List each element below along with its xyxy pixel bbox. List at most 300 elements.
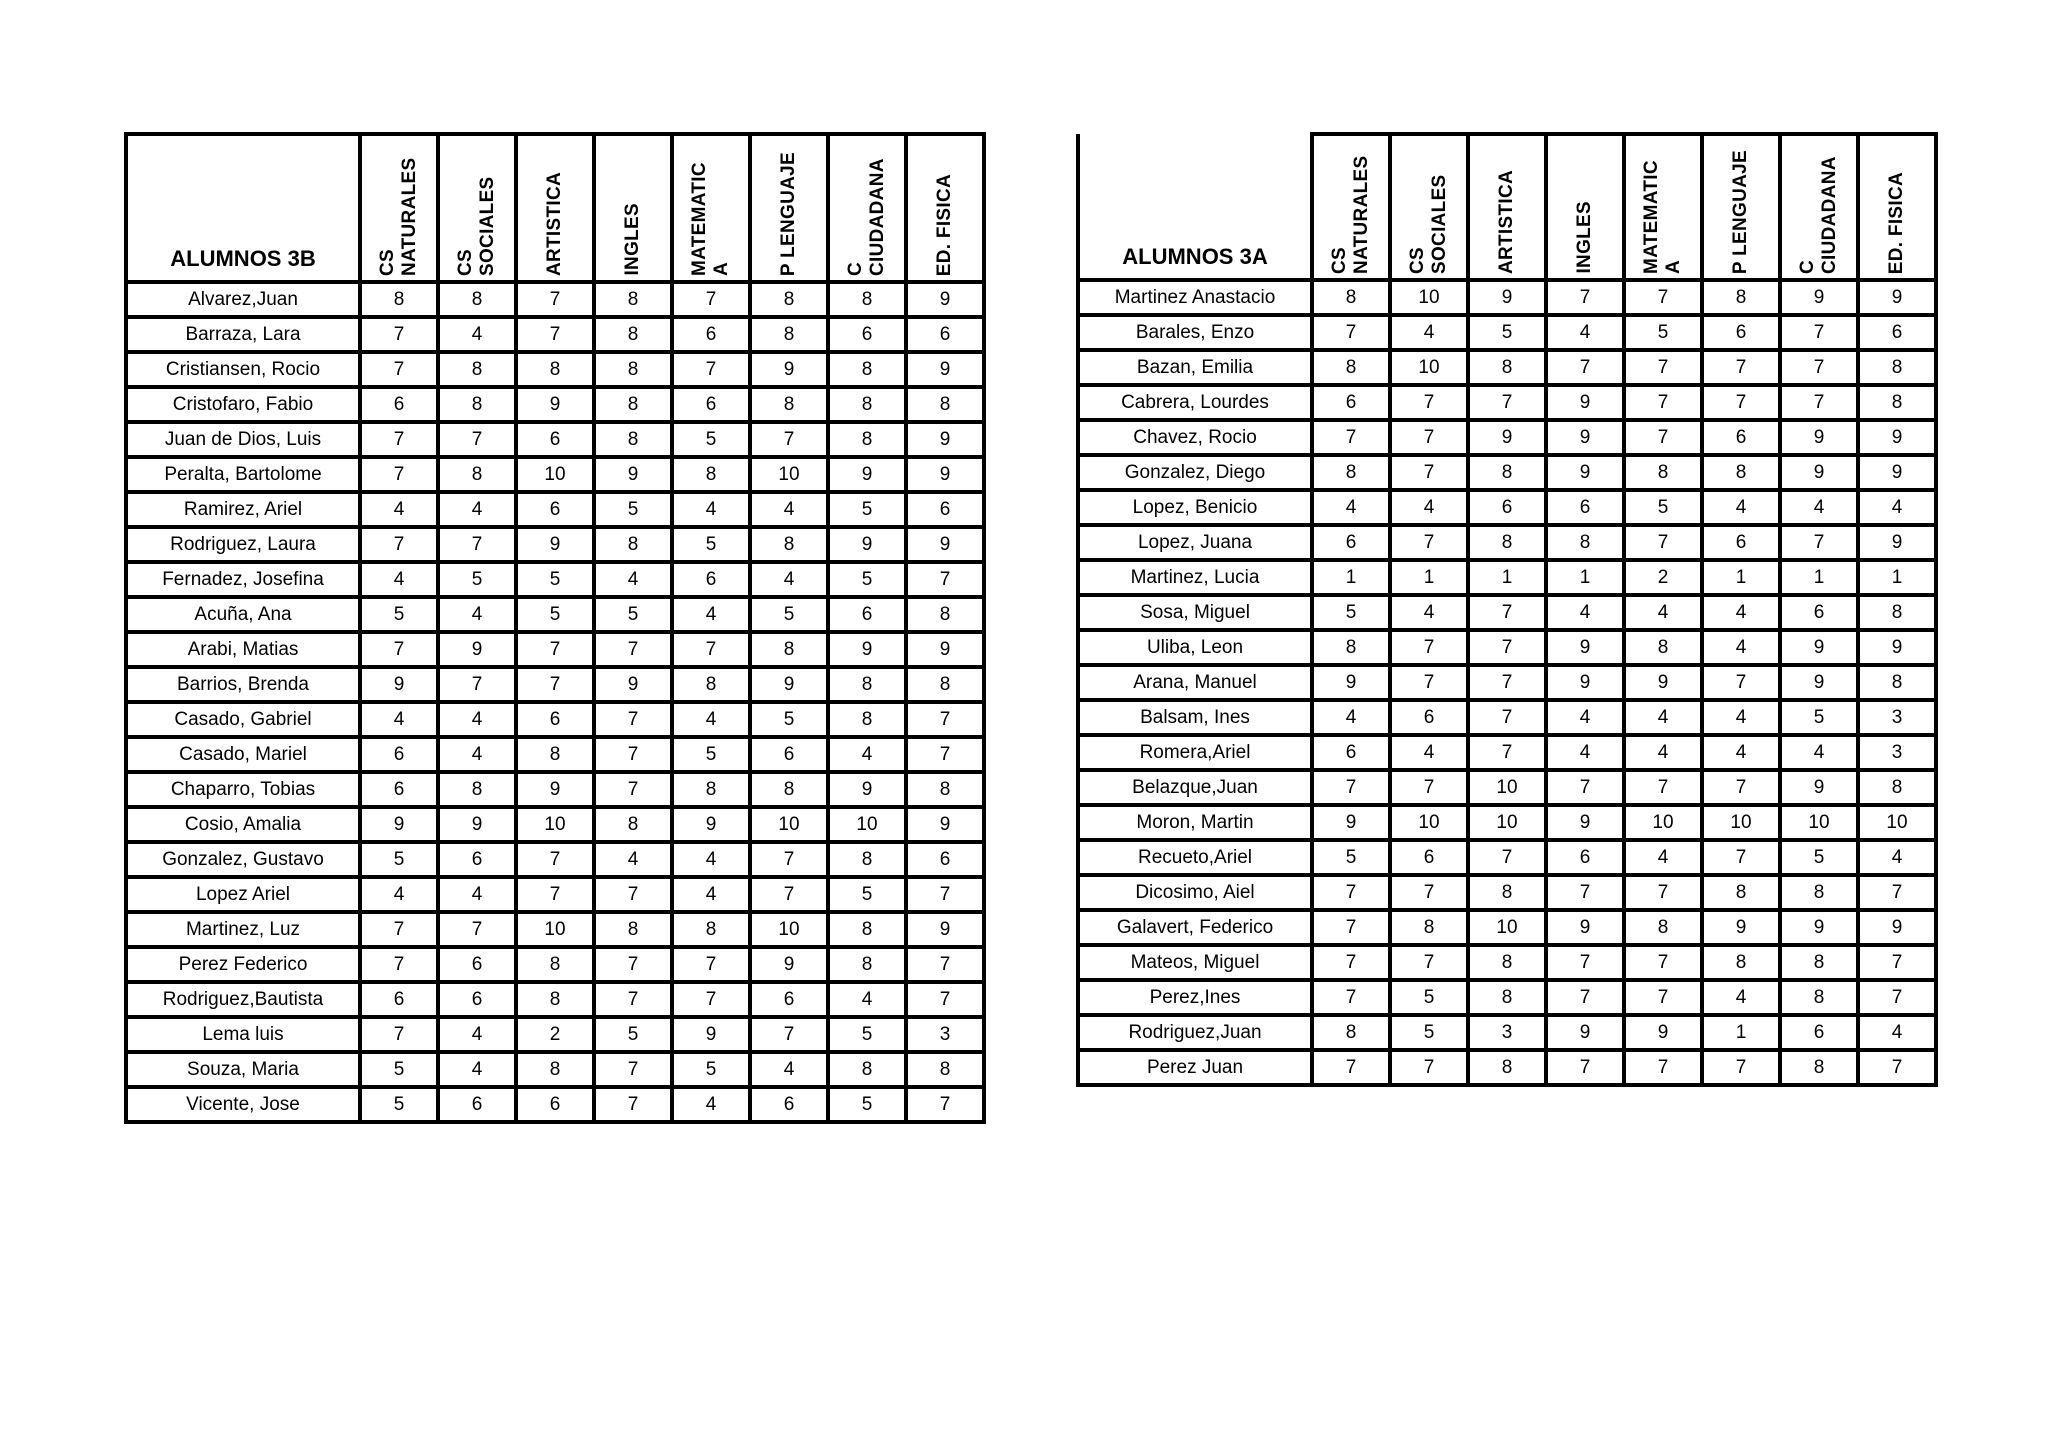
grade-cell: 10	[1390, 280, 1468, 315]
grade-cell: 7	[1312, 980, 1390, 1015]
grade-cell: 7	[1312, 770, 1390, 805]
grade-cell: 7	[1390, 1050, 1468, 1085]
grade-cell: 10	[750, 912, 828, 947]
table-row	[126, 772, 984, 807]
table-row	[1078, 735, 1936, 770]
grade-cell: 6	[672, 387, 750, 422]
grade-cell: 9	[1468, 420, 1546, 455]
grade-cell: 7	[438, 422, 516, 457]
grade-cell: 4	[1702, 595, 1780, 630]
grade-cell: 4	[438, 317, 516, 352]
grade-cell: 7	[672, 982, 750, 1017]
grade-cell: 8	[828, 1052, 906, 1087]
grade-cell: 4	[672, 842, 750, 877]
student-name: Lopez, Juana	[1078, 525, 1312, 560]
grade-cell: 4	[1624, 700, 1702, 735]
grade-cell: 7	[672, 947, 750, 982]
grade-cell: 8	[438, 352, 516, 387]
grade-cell: 6	[438, 842, 516, 877]
grade-cell: 9	[1780, 630, 1858, 665]
grade-cell: 7	[1312, 420, 1390, 455]
grade-cell: 7	[594, 1052, 672, 1087]
grade-cell: 9	[1780, 910, 1858, 945]
subject-header: INGLES	[594, 134, 672, 282]
grade-cell: 9	[750, 352, 828, 387]
grade-cell: 7	[1468, 385, 1546, 420]
grade-cell: 5	[672, 1052, 750, 1087]
grade-cell: 8	[1390, 910, 1468, 945]
table-row	[126, 597, 984, 632]
grade-cell: 8	[516, 352, 594, 387]
grade-cell: 8	[1702, 280, 1780, 315]
grade-cell: 5	[750, 702, 828, 737]
student-name: Sosa, Miguel	[1078, 595, 1312, 630]
grade-cell: 4	[1546, 315, 1624, 350]
grade-cell: 6	[828, 317, 906, 352]
grade-cell: 4	[672, 597, 750, 632]
grade-cell: 4	[1624, 595, 1702, 630]
table-row	[126, 282, 984, 317]
table-row	[1078, 350, 1936, 385]
grade-cell: 9	[1624, 1015, 1702, 1050]
student-name: Martinez, Luz	[126, 912, 360, 947]
table-row	[1078, 840, 1936, 875]
grade-cell: 10	[1624, 805, 1702, 840]
grade-cell: 7	[516, 317, 594, 352]
grade-cell: 7	[750, 842, 828, 877]
grade-cell: 7	[1624, 350, 1702, 385]
grade-cell: 9	[828, 632, 906, 667]
grade-cell: 4	[438, 492, 516, 527]
grade-cell: 6	[1546, 490, 1624, 525]
grade-cell: 8	[828, 282, 906, 317]
grade-cell: 6	[1702, 525, 1780, 560]
grade-cell: 5	[1624, 315, 1702, 350]
grade-cell: 8	[750, 632, 828, 667]
grade-cell: 7	[1390, 770, 1468, 805]
student-name: Acuña, Ana	[126, 597, 360, 632]
grade-cell: 8	[360, 282, 438, 317]
grade-cell: 4	[438, 877, 516, 912]
grade-cell: 5	[516, 562, 594, 597]
subject-header: ED. FISICA	[1858, 134, 1936, 280]
grade-cell: 8	[1702, 945, 1780, 980]
grade-cell: 4	[1702, 490, 1780, 525]
student-name: Martinez Anastacio	[1078, 280, 1312, 315]
grade-cell: 8	[594, 527, 672, 562]
grade-cell: 7	[906, 737, 984, 772]
grade-cell: 8	[828, 352, 906, 387]
grade-cell: 1	[1468, 560, 1546, 595]
grade-cell: 7	[1312, 945, 1390, 980]
subject-header: CS NATURALES	[1312, 134, 1390, 280]
grade-cell: 8	[1624, 910, 1702, 945]
grade-cell: 7	[750, 877, 828, 912]
grade-cell: 8	[1702, 455, 1780, 490]
grade-cell: 9	[1858, 420, 1936, 455]
grade-cell: 5	[438, 562, 516, 597]
grade-cell: 5	[828, 1017, 906, 1052]
grade-cell: 8	[438, 772, 516, 807]
grade-cell: 7	[1702, 1050, 1780, 1085]
grade-cell: 8	[672, 772, 750, 807]
grade-cell: 4	[750, 562, 828, 597]
subject-header: ED. FISICA	[906, 134, 984, 282]
grade-cell: 4	[594, 842, 672, 877]
grade-cell: 9	[672, 807, 750, 842]
grade-cell: 5	[360, 842, 438, 877]
grade-cell: 7	[1858, 980, 1936, 1015]
grade-cell: 7	[1390, 525, 1468, 560]
grade-cell: 4	[1390, 735, 1468, 770]
grade-cell: 7	[1702, 770, 1780, 805]
grade-cell: 1	[1312, 560, 1390, 595]
table-title: ALUMNOS 3A	[1078, 134, 1312, 280]
grade-cell: 6	[1390, 700, 1468, 735]
subject-header: INGLES	[1546, 134, 1624, 280]
student-name: Cristofaro, Fabio	[126, 387, 360, 422]
student-name: Arabi, Matias	[126, 632, 360, 667]
grade-cell: 8	[1312, 455, 1390, 490]
grade-cell: 10	[1390, 350, 1468, 385]
grade-cell: 7	[906, 702, 984, 737]
grade-cell: 7	[1624, 385, 1702, 420]
grade-cell: 7	[1780, 525, 1858, 560]
table-row	[1078, 980, 1936, 1015]
grade-cell: 8	[594, 387, 672, 422]
table-row	[1078, 525, 1936, 560]
grade-cell: 9	[438, 807, 516, 842]
table-row	[126, 317, 984, 352]
grade-cell: 8	[1780, 875, 1858, 910]
grade-cell: 9	[906, 457, 984, 492]
grade-cell: 7	[516, 282, 594, 317]
student-name: Moron, Martin	[1078, 805, 1312, 840]
grade-cell: 5	[672, 527, 750, 562]
grade-cell: 5	[1390, 1015, 1468, 1050]
grade-cell: 9	[1858, 630, 1936, 665]
grade-cell: 8	[516, 737, 594, 772]
grade-cell: 9	[1546, 420, 1624, 455]
grade-cell: 5	[1780, 840, 1858, 875]
grade-cell: 6	[1858, 315, 1936, 350]
header-row	[126, 134, 984, 282]
grade-cell: 10	[1780, 805, 1858, 840]
grade-cell: 7	[1624, 770, 1702, 805]
grade-cell: 9	[1468, 280, 1546, 315]
table-row	[1078, 1015, 1936, 1050]
grade-cell: 7	[1312, 1050, 1390, 1085]
grade-cell: 7	[594, 702, 672, 737]
grade-cell: 10	[1468, 910, 1546, 945]
grade-cell: 5	[1624, 490, 1702, 525]
grade-cell: 7	[1702, 350, 1780, 385]
grade-cell: 4	[1390, 315, 1468, 350]
grade-cell: 8	[1468, 945, 1546, 980]
grade-cell: 7	[516, 842, 594, 877]
grade-cell: 9	[1780, 420, 1858, 455]
grade-cell: 7	[1624, 945, 1702, 980]
grade-cell: 7	[360, 352, 438, 387]
grade-cell: 3	[1468, 1015, 1546, 1050]
grade-cell: 6	[516, 1087, 594, 1122]
grade-cell: 4	[750, 492, 828, 527]
grade-cell: 9	[594, 667, 672, 702]
grade-cell: 8	[594, 807, 672, 842]
grade-cell: 8	[906, 597, 984, 632]
grade-cell: 9	[1858, 525, 1936, 560]
grade-cell: 4	[1702, 630, 1780, 665]
grade-cell: 1	[1702, 560, 1780, 595]
student-name: Cosio, Amalia	[126, 807, 360, 842]
grade-cell: 9	[1858, 910, 1936, 945]
grade-cell: 8	[750, 317, 828, 352]
student-name: Alvarez,Juan	[126, 282, 360, 317]
table-row	[126, 982, 984, 1017]
grade-cell: 1	[1780, 560, 1858, 595]
table-row	[1078, 595, 1936, 630]
grade-cell: 8	[438, 387, 516, 422]
grade-cell: 5	[1312, 840, 1390, 875]
student-name: Barales, Enzo	[1078, 315, 1312, 350]
grade-cell: 9	[360, 667, 438, 702]
grade-cell: 10	[516, 457, 594, 492]
grade-cell: 8	[828, 422, 906, 457]
table-row	[1078, 700, 1936, 735]
grade-cell: 4	[1780, 490, 1858, 525]
grade-cell: 8	[516, 1052, 594, 1087]
grade-cell: 8	[828, 912, 906, 947]
student-name: Rodriguez,Juan	[1078, 1015, 1312, 1050]
grade-cell: 6	[1702, 315, 1780, 350]
grade-cell: 7	[594, 737, 672, 772]
grade-cell: 8	[1624, 630, 1702, 665]
grade-cell: 6	[516, 702, 594, 737]
table-row	[126, 702, 984, 737]
grade-cell: 8	[1780, 945, 1858, 980]
grade-cell: 8	[750, 772, 828, 807]
grade-cell: 8	[1780, 1050, 1858, 1085]
grade-cell: 4	[1858, 490, 1936, 525]
table-row	[1078, 805, 1936, 840]
table-row	[126, 387, 984, 422]
table-row	[126, 1052, 984, 1087]
table-row	[1078, 875, 1936, 910]
table-row	[126, 737, 984, 772]
table-row	[1078, 770, 1936, 805]
grade-cell: 8	[672, 457, 750, 492]
grade-cell: 7	[672, 632, 750, 667]
grade-cell: 7	[1858, 875, 1936, 910]
grade-cell: 4	[672, 1087, 750, 1122]
grade-cell: 5	[516, 597, 594, 632]
grade-cell: 4	[1390, 595, 1468, 630]
grade-cell: 8	[516, 982, 594, 1017]
grade-cell: 5	[1390, 980, 1468, 1015]
grade-cell: 6	[1390, 840, 1468, 875]
student-name: Bazan, Emilia	[1078, 350, 1312, 385]
grade-cell: 5	[594, 1017, 672, 1052]
grade-cell: 9	[1780, 665, 1858, 700]
grade-cell: 8	[672, 667, 750, 702]
subject-header: C CIUDADANA	[828, 134, 906, 282]
grade-cell: 10	[1468, 770, 1546, 805]
grade-cell: 7	[672, 282, 750, 317]
grade-cell: 5	[1468, 315, 1546, 350]
grade-cell: 9	[906, 632, 984, 667]
grade-cell: 7	[360, 457, 438, 492]
grade-cell: 7	[1702, 385, 1780, 420]
table-row	[1078, 455, 1936, 490]
grade-cell: 7	[438, 527, 516, 562]
grade-cell: 4	[1546, 735, 1624, 770]
grade-cell: 4	[594, 562, 672, 597]
student-name: Lopez, Benicio	[1078, 490, 1312, 525]
grade-cell: 9	[1780, 280, 1858, 315]
grade-cell: 9	[438, 632, 516, 667]
table-row	[126, 632, 984, 667]
grade-cell: 8	[1468, 455, 1546, 490]
grade-cell: 4	[360, 492, 438, 527]
student-name: Cristiansen, Rocio	[126, 352, 360, 387]
grade-cell: 8	[1546, 525, 1624, 560]
grade-cell: 4	[672, 702, 750, 737]
grade-cell: 7	[1546, 875, 1624, 910]
grade-cell: 4	[360, 877, 438, 912]
table-row	[126, 842, 984, 877]
subject-header: P LENGUAJE	[750, 134, 828, 282]
grade-cell: 7	[906, 877, 984, 912]
table-row	[126, 912, 984, 947]
grade-cell: 4	[438, 1052, 516, 1087]
grade-cell: 7	[1624, 420, 1702, 455]
grade-cell: 7	[750, 1017, 828, 1052]
grade-cell: 4	[1702, 980, 1780, 1015]
grade-cell: 1	[1390, 560, 1468, 595]
grade-cell: 6	[906, 317, 984, 352]
grade-cell: 7	[594, 982, 672, 1017]
grade-cell: 7	[360, 422, 438, 457]
grade-cell: 4	[1312, 490, 1390, 525]
grade-cell: 7	[1390, 630, 1468, 665]
grade-cell: 9	[1312, 665, 1390, 700]
grade-cell: 1	[1702, 1015, 1780, 1050]
grades-table-3a	[1076, 132, 1938, 1087]
table-row	[1078, 1050, 1936, 1085]
grade-cell: 8	[1468, 875, 1546, 910]
grade-cell: 10	[750, 457, 828, 492]
grade-cell: 3	[1858, 700, 1936, 735]
student-name: Perez,Ines	[1078, 980, 1312, 1015]
grade-cell: 6	[750, 1087, 828, 1122]
grade-cell: 1	[1546, 560, 1624, 595]
grade-cell: 8	[828, 702, 906, 737]
table-row	[1078, 630, 1936, 665]
grade-cell: 4	[360, 702, 438, 737]
table-row	[126, 457, 984, 492]
table-row	[1078, 945, 1936, 980]
grade-cell: 2	[1624, 560, 1702, 595]
grade-cell: 7	[1468, 595, 1546, 630]
grade-cell: 5	[828, 492, 906, 527]
student-name: Lema luis	[126, 1017, 360, 1052]
grades-table-3b	[124, 132, 986, 1124]
grade-cell: 8	[750, 387, 828, 422]
grade-cell: 8	[906, 1052, 984, 1087]
grade-cell: 9	[1546, 385, 1624, 420]
grade-cell: 9	[1546, 910, 1624, 945]
grade-cell: 7	[906, 982, 984, 1017]
grade-cell: 8	[594, 282, 672, 317]
grade-cell: 8	[1858, 385, 1936, 420]
grade-cell: 7	[1390, 420, 1468, 455]
subject-header: ARTISTICA	[516, 134, 594, 282]
grade-cell: 7	[360, 317, 438, 352]
grade-cell: 4	[828, 737, 906, 772]
grade-cell: 8	[1468, 525, 1546, 560]
grade-cell: 4	[438, 597, 516, 632]
grade-cell: 9	[1546, 630, 1624, 665]
student-name: Casado, Gabriel	[126, 702, 360, 737]
grade-cell: 7	[1624, 1050, 1702, 1085]
table-row	[1078, 560, 1936, 595]
grade-cell: 7	[1702, 665, 1780, 700]
grade-cell: 4	[1390, 490, 1468, 525]
table-row	[126, 1017, 984, 1052]
grade-cell: 3	[1858, 735, 1936, 770]
subject-header: ARTISTICA	[1468, 134, 1546, 280]
grade-cell: 6	[750, 737, 828, 772]
grade-cell: 5	[360, 1087, 438, 1122]
grade-cell: 10	[1858, 805, 1936, 840]
grade-cell: 5	[1780, 700, 1858, 735]
table-row	[126, 667, 984, 702]
grade-cell: 5	[828, 1087, 906, 1122]
grade-cell: 5	[672, 422, 750, 457]
grade-cell: 8	[1468, 1050, 1546, 1085]
grade-cell: 10	[828, 807, 906, 842]
grade-cell: 8	[1312, 630, 1390, 665]
grade-cell: 4	[750, 1052, 828, 1087]
grade-cell: 7	[1546, 350, 1624, 385]
grade-cell: 8	[594, 422, 672, 457]
grade-cell: 6	[516, 422, 594, 457]
grade-cell: 9	[1546, 805, 1624, 840]
grade-cell: 6	[438, 982, 516, 1017]
table-row	[126, 807, 984, 842]
grade-cell: 8	[594, 352, 672, 387]
student-name: Juan de Dios, Luis	[126, 422, 360, 457]
table-row	[126, 877, 984, 912]
table-body	[126, 282, 984, 1122]
grade-cell: 8	[750, 527, 828, 562]
grade-cell: 6	[438, 947, 516, 982]
grade-cell: 8	[1858, 595, 1936, 630]
grade-cell: 8	[1858, 770, 1936, 805]
grade-cell: 9	[1312, 805, 1390, 840]
grade-cell: 4	[1858, 1015, 1936, 1050]
grade-cell: 5	[360, 597, 438, 632]
grade-cell: 7	[438, 667, 516, 702]
table-row	[126, 352, 984, 387]
student-name: Chavez, Rocio	[1078, 420, 1312, 455]
grade-cell: 9	[1624, 665, 1702, 700]
grade-cell: 4	[1546, 595, 1624, 630]
grade-cell: 6	[516, 492, 594, 527]
grade-cell: 7	[594, 877, 672, 912]
subject-header: C CIUDADANA	[1780, 134, 1858, 280]
grade-cell: 7	[1312, 910, 1390, 945]
